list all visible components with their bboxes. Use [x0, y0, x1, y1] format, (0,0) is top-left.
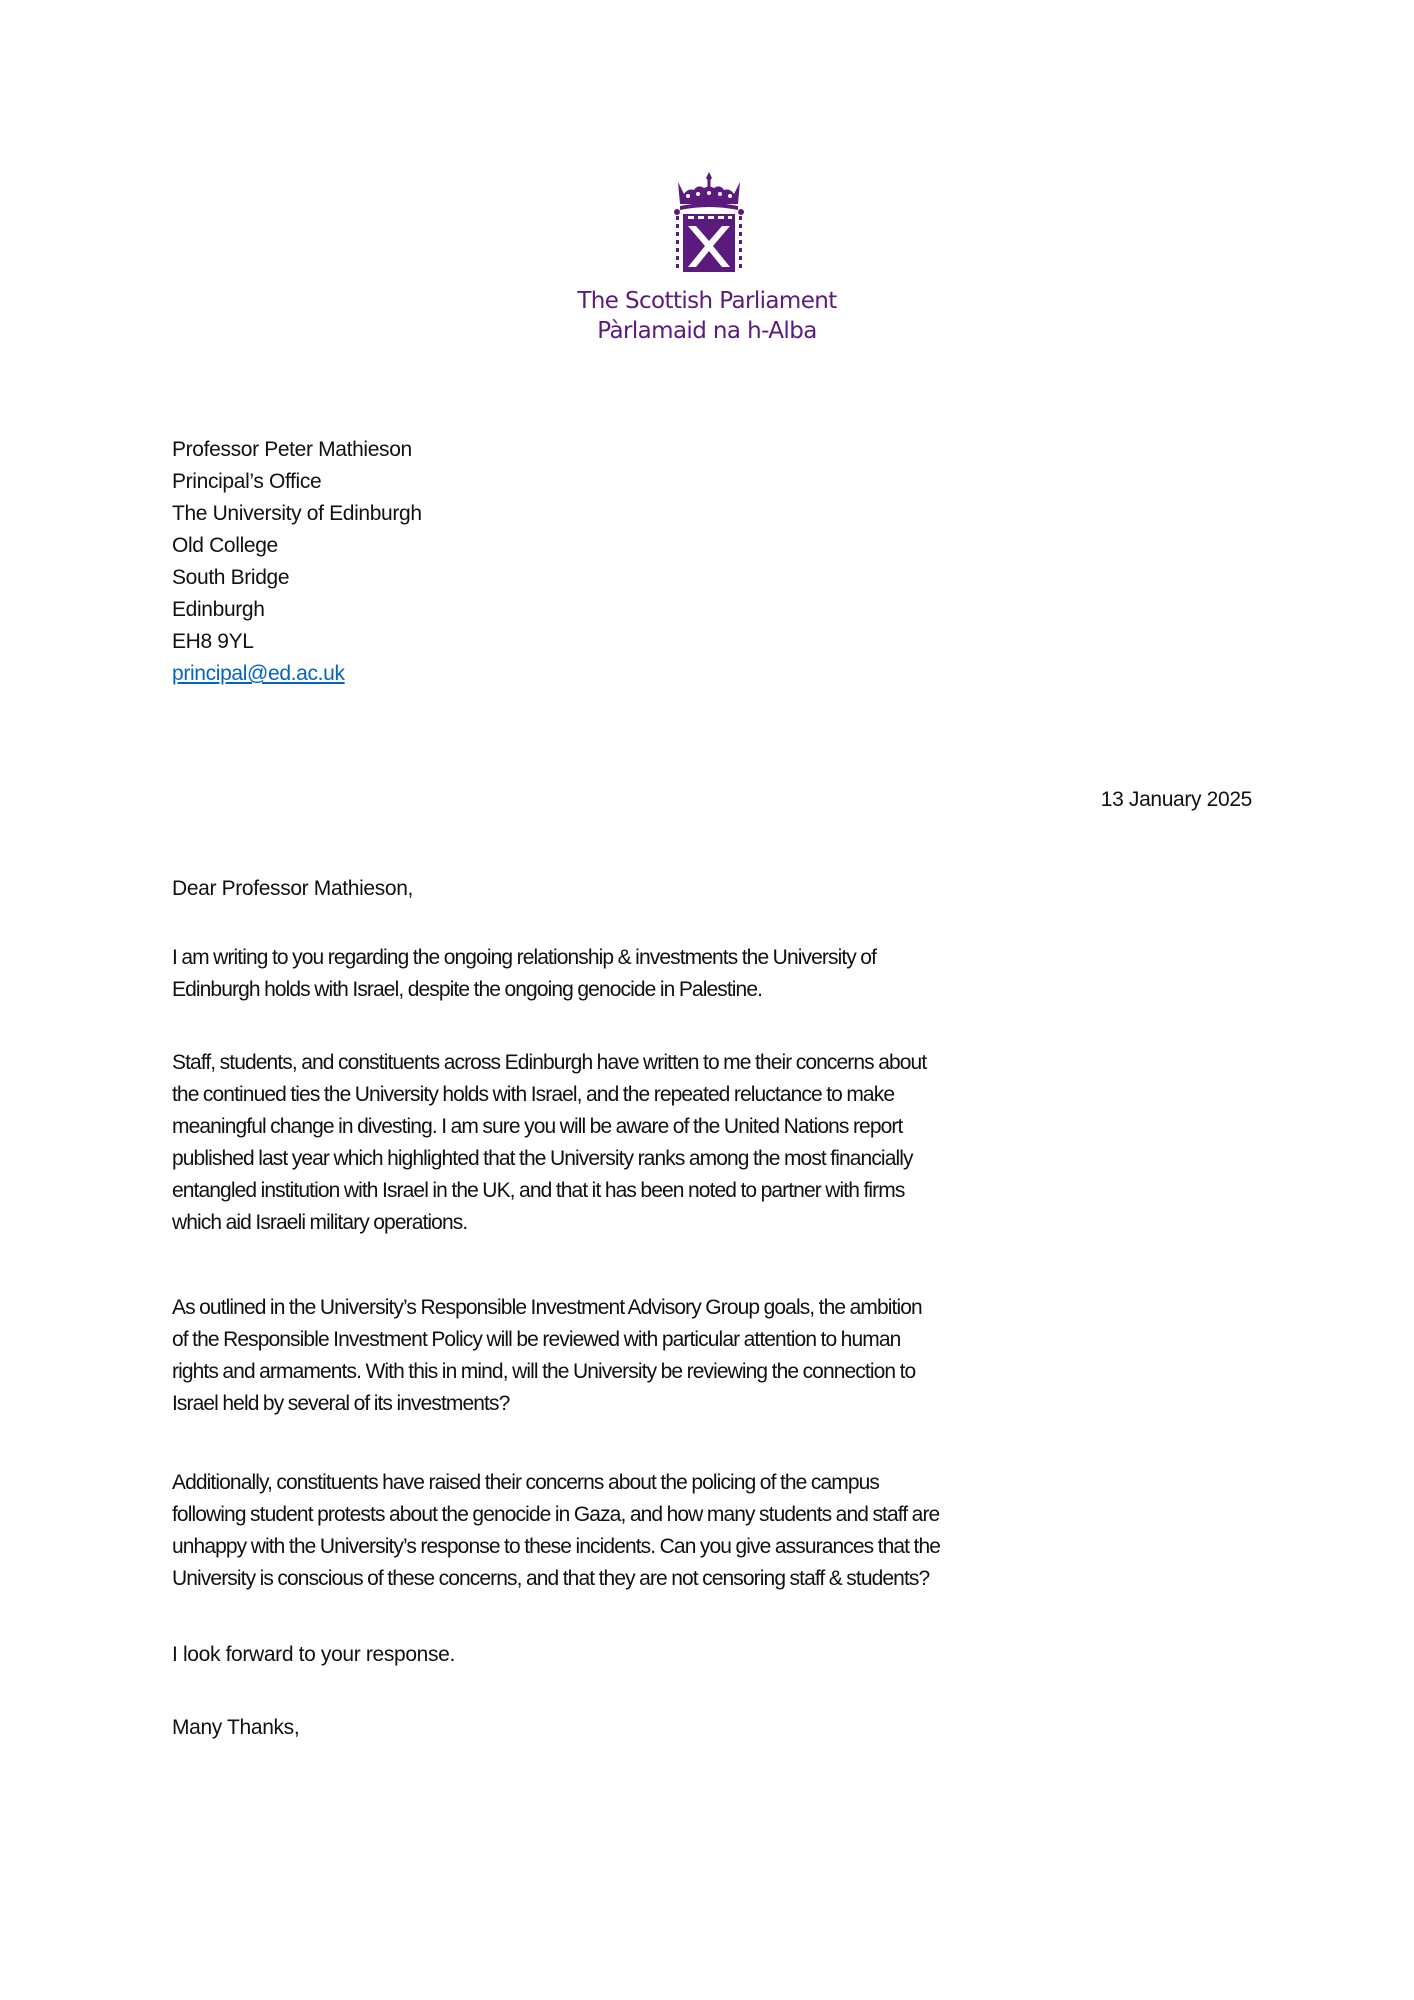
- paragraph-line: As outlined in the University’s Responsible Investment Advisory Group goals, the ambition: [172, 1296, 922, 1319]
- closing-line: I look forward to your response.: [172, 1643, 455, 1666]
- paragraph-line: I am writing to you regarding the ongoing relationship & investments the University of: [172, 946, 877, 969]
- letter-date: 13 January 2025: [1100, 788, 1252, 811]
- paragraph-line: following student protests about the genocide in Gaza, and how many students and staff are: [172, 1503, 940, 1526]
- paragraph-line: rights and armaments. With this in mind, will the University be reviewing the connection to: [172, 1360, 916, 1383]
- paragraph-line: the continued ties the University holds with Israel, and the repeated reluctance to make: [172, 1083, 895, 1106]
- paragraph-line: Israel held by several of its investments?: [172, 1392, 510, 1415]
- paragraph-line: University is conscious of these concerns, and that they are not censoring staff & students?: [172, 1567, 930, 1590]
- recipient-email-link[interactable]: principal@ed.ac.uk: [172, 662, 345, 685]
- scottish-parliament-crest-icon: [674, 172, 744, 274]
- parliament-name-english: The Scottish Parliament: [577, 288, 837, 314]
- recipient-address-line: South Bridge: [172, 566, 290, 589]
- parliament-name-gaelic: Pàrlamaid na h-Alba: [597, 318, 817, 344]
- paragraph-line: which aid Israeli military operations.: [172, 1211, 468, 1234]
- paragraph-line: published last year which highlighted that the University ranks among the most financially: [172, 1147, 913, 1170]
- recipient-address-line: Old College: [172, 534, 278, 557]
- recipient-postcode: EH8 9YL: [172, 630, 254, 653]
- paragraph-line: Staff, students, and constituents across Edinburgh have written to me their concerns about: [172, 1051, 927, 1074]
- sign-off: Many Thanks,: [172, 1716, 300, 1739]
- paragraph-line: meaningful change in divesting. I am sure you will be aware of the United Nations report: [172, 1115, 903, 1138]
- paragraph-line: of the Responsible Investment Policy will be reviewed with particular attention to human: [172, 1328, 901, 1351]
- paragraph-line: entangled institution with Israel in the UK, and that it has been noted to partner with firms: [172, 1179, 905, 1202]
- recipient-office: Principal’s Office: [172, 470, 322, 493]
- recipient-institution: The University of Edinburgh: [172, 502, 422, 525]
- paragraph-line: Additionally, constituents have raised their concerns about the policing of the campus: [172, 1471, 880, 1494]
- recipient-city: Edinburgh: [172, 598, 265, 621]
- salutation: Dear Professor Mathieson,: [172, 877, 414, 900]
- recipient-name: Professor Peter Mathieson: [172, 438, 412, 461]
- paragraph-line: unhappy with the University’s response to these incidents. Can you give assurances that the: [172, 1535, 941, 1558]
- paragraph-line: Edinburgh holds with Israel, despite the ongoing genocide in Palestine.: [172, 978, 763, 1001]
